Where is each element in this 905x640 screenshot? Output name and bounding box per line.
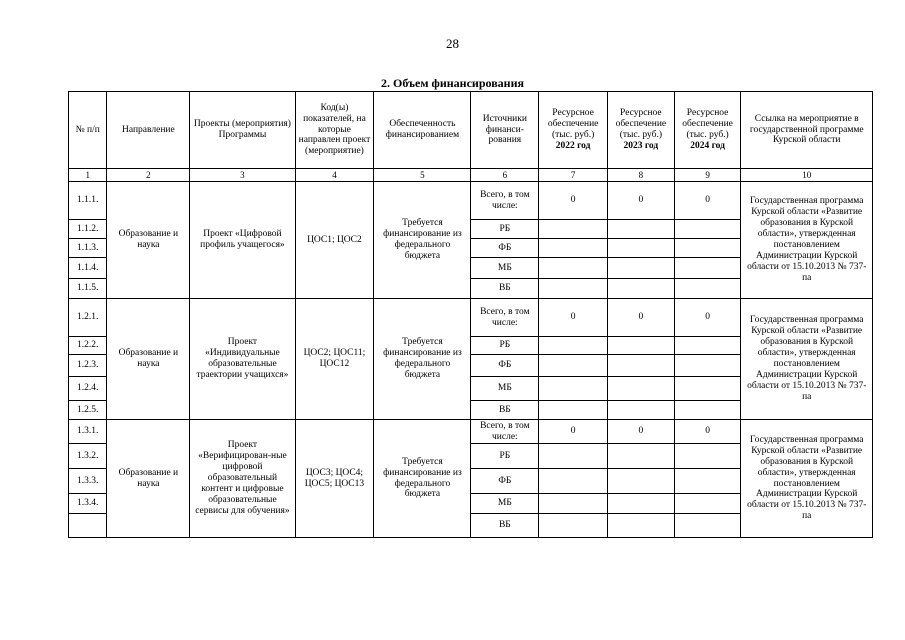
value-cell [539,220,608,239]
table-row [69,299,873,337]
row-index: 1.2.4. [69,377,107,401]
source-rb: РБ [471,337,539,355]
direction-cell: Образование и наука [107,299,190,420]
header-resources-2024 [674,92,741,169]
value-cell [674,355,741,377]
funding-cell: Требуется финансирование из федерального бюджета [374,299,471,420]
source-total: Всего, в том числе: [471,420,539,444]
page-number: 28 [446,36,459,51]
table-row [69,182,873,220]
value-cell [539,377,608,401]
row-index: 1.1.1. [69,182,107,220]
value-cell [539,239,608,258]
column-number: 2 [107,169,190,182]
column-number: 7 [539,169,608,182]
source-vb: ВБ [471,514,539,538]
header-year: 2023 год [623,140,659,151]
row-index: 1.2.3. [69,355,107,377]
source-fb: ФБ [471,239,539,258]
value-2022: 0 [539,182,608,220]
value-2022: 0 [539,420,608,444]
row-index: 1.2.5. [69,401,107,420]
funding-cell: Требуется финансирование из федерального бюджета [374,182,471,299]
header-resources-label: Ресурсное обеспечение (тыс. руб.) [615,108,667,140]
header-number: № п/п [69,92,107,169]
value-cell [607,337,674,355]
value-cell [539,401,608,420]
value-cell [674,444,741,469]
header-funding: Обеспеченность финансированием [374,92,471,169]
value-2023: 0 [607,299,674,337]
row-index: 1.1.3. [69,239,107,258]
value-cell [674,279,741,299]
codes-cell: ЦОС2; ЦОС11; ЦОС12 [295,299,374,420]
header-year: 2024 год [690,140,725,151]
table-row [69,420,873,444]
header-resources-label: Ресурсное обеспечение (тыс. руб.) [682,108,733,140]
column-number: 1 [69,169,107,182]
value-cell [539,444,608,469]
column-number-row [69,169,873,182]
funding-cell: Требуется финансирование из федерального бюджета [374,420,471,538]
column-number: 6 [471,169,539,182]
row-index: 1.3.2. [69,444,107,469]
value-cell [607,279,674,299]
source-rb: РБ [471,220,539,239]
value-cell [674,239,741,258]
header-direction: Направление [107,92,190,169]
source-mb: МБ [471,494,539,514]
direction-cell: Образование и наука [107,182,190,299]
source-total: Всего, в том числе: [471,182,539,220]
section-title: 2. Объем финансирования [381,76,524,90]
value-2024: 0 [674,182,741,220]
value-cell [539,469,608,494]
column-number: 10 [741,169,873,182]
value-cell [607,444,674,469]
header-resources-label: Ресурсное обеспечение (тыс. руб.) [547,108,599,140]
program-link-cell: Государственная программа Курской области «Развитие образования в Курской области», утвержденная постановлением Администрации Курской области от 15.10.2013 № 737-па [741,299,873,420]
source-mb: МБ [471,377,539,401]
codes-cell: ЦОС1; ЦОС2 [295,182,374,299]
value-cell [607,258,674,279]
codes-cell: ЦОС3; ЦОС4; ЦОС5; ЦОС13 [295,420,374,538]
header-resources-2022 [539,92,608,169]
value-cell [607,377,674,401]
value-2024: 0 [674,299,741,337]
direction-cell: Образование и наука [107,420,190,538]
value-cell [674,377,741,401]
column-number: 3 [190,169,295,182]
program-link-cell: Государственная программа Курской области «Развитие образования в Курской области», утвержденная постановлением Администрации Курской области от 15.10.2013 № 737-па [741,420,873,538]
value-cell [674,494,741,514]
row-index: 1.3.4. [69,494,107,514]
program-link-cell: Государственная программа Курской области «Развитие образования в Курской области», утвержденная постановлением Администрации Курской области от 15.10.2013 № 737-па [741,182,873,299]
source-vb: ВБ [471,279,539,299]
value-cell [539,514,608,538]
project-cell: Проект «Верифицирован-ные цифровой образовательный контент и цифровые образовательные сервисы для обучения» [190,420,295,538]
column-number: 8 [607,169,674,182]
value-2024: 0 [674,420,741,444]
value-cell [607,469,674,494]
value-cell [539,494,608,514]
row-index [69,514,107,538]
value-cell [607,220,674,239]
project-cell: Проект «Индивидуальные образовательные траектории учащихся» [190,299,295,420]
header-project: Проекты (мероприятия) Программы [190,92,295,169]
source-vb: ВБ [471,401,539,420]
value-cell [607,239,674,258]
header-sources: Источники финанси-рования [471,92,539,169]
source-fb: ФБ [471,355,539,377]
row-index: 1.2.1. [69,299,107,337]
source-mb: МБ [471,258,539,279]
value-cell [674,337,741,355]
header-row [69,92,873,169]
value-2023: 0 [607,182,674,220]
source-fb: ФБ [471,469,539,494]
value-cell [539,279,608,299]
column-number: 4 [295,169,374,182]
row-index: 1.2.2. [69,337,107,355]
value-cell [674,469,741,494]
financing-table [68,91,873,538]
value-cell [607,494,674,514]
value-cell [607,355,674,377]
header-link: Ссылка на мероприятие в государственной программе Курской области [741,92,873,169]
source-total: Всего, в том числе: [471,299,539,337]
value-cell [674,258,741,279]
row-index: 1.3.3. [69,469,107,494]
row-index: 1.3.1. [69,420,107,444]
value-2022: 0 [539,299,608,337]
header-resources-2023 [607,92,674,169]
value-cell [674,514,741,538]
value-cell [539,337,608,355]
header-codes: Код(ы) показателей, на которые направлен проект (мероприятие) [295,92,374,169]
row-index: 1.1.2. [69,220,107,239]
value-cell [674,401,741,420]
value-cell [674,220,741,239]
value-cell [607,514,674,538]
row-index: 1.1.5. [69,279,107,299]
row-index: 1.1.4. [69,258,107,279]
value-cell [539,258,608,279]
source-rb: РБ [471,444,539,469]
project-cell: Проект «Цифровой профиль учащегося» [190,182,295,299]
column-number: 5 [374,169,471,182]
value-cell [539,355,608,377]
header-year: 2022 год [555,140,591,151]
value-cell [607,401,674,420]
column-number: 9 [674,169,741,182]
value-2023: 0 [607,420,674,444]
